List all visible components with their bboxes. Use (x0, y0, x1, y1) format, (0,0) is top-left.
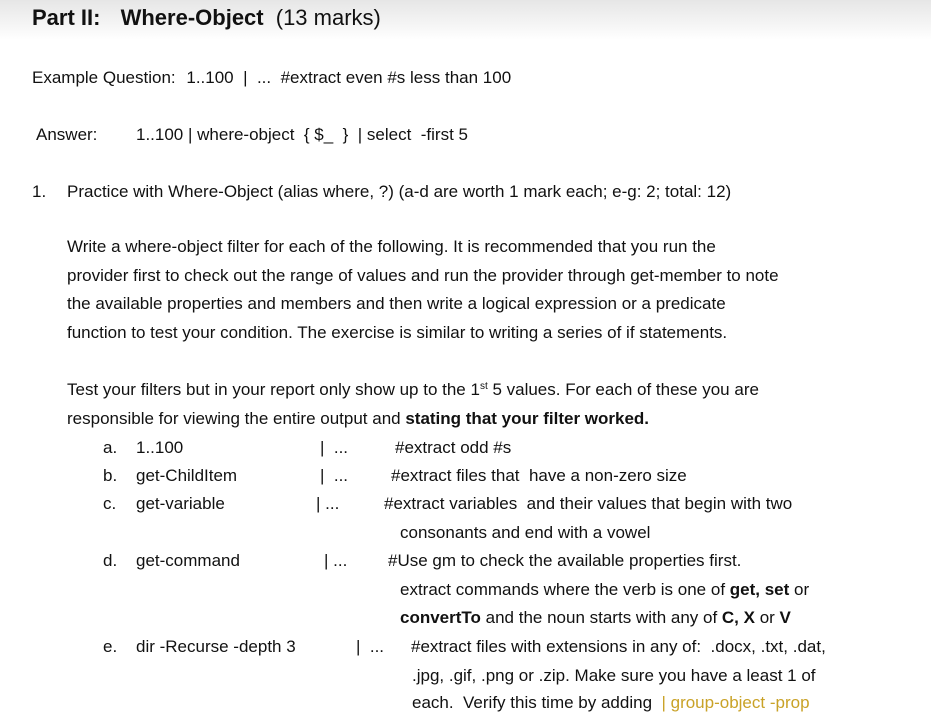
instructions-paragraph (67, 233, 897, 347)
item-task: #extract variables and their values that begin with two (384, 494, 793, 513)
item-d-letters: C, X (721, 608, 755, 627)
item-pipe: | ... (320, 438, 349, 457)
item-task-continuation: .jpg, .gif, .png or .zip. Make sure you have a least 1 of (412, 666, 816, 685)
item-pipe: | ... (324, 551, 348, 570)
item-task: #Use gm to check the available properties first. (388, 551, 742, 570)
item-task-continuation: consonants and end with a vowel (400, 523, 651, 542)
item-task-continuation (400, 579, 809, 601)
item-d-text-end: or (789, 580, 810, 599)
item-d-verbs: get, set (729, 580, 790, 599)
item-letter: a. (103, 438, 118, 457)
item-provider: get-command (136, 551, 240, 570)
section-heading (32, 4, 381, 32)
test-line-2-text: responsible for viewing the entire output and (67, 408, 406, 428)
test-line-1 (67, 376, 897, 405)
section-title: Where-Object (120, 5, 264, 30)
test-paragraph (67, 376, 897, 433)
item-e-text: each. Verify this time by adding (412, 693, 662, 712)
ordinal-superscript: st (479, 381, 488, 392)
instruction-line: provider first to check out the range of values and run the provider through get-member to note (67, 265, 779, 285)
question-number: 1. (32, 182, 47, 201)
item-task: #extract files with extensions in any of: .docx, .txt, .dat, (411, 637, 826, 656)
item-letter: d. (103, 551, 118, 570)
item-pipe: | ... (320, 466, 349, 485)
answer-line (36, 124, 97, 146)
item-pipe: | ... (316, 494, 340, 513)
part-label: Part II: (32, 5, 101, 30)
item-d-text: extract commands where the verb is one of (400, 580, 730, 599)
item-task: #extract odd #s (395, 438, 512, 457)
item-d-letter-v: V (779, 608, 791, 627)
item-d-text: and the noun starts with any of (480, 608, 722, 627)
item-task-continuation (400, 607, 791, 629)
example-label: Example Question: (32, 68, 176, 87)
test-line-2 (67, 405, 897, 434)
item-task: #extract files that have a non-zero size (391, 466, 687, 485)
item-pipe: | ... (356, 637, 385, 656)
item-provider: get-ChildItem (136, 466, 238, 485)
item-d-verb-convertto: convertTo (400, 608, 481, 627)
item-provider: 1..100 (136, 438, 184, 457)
item-e-highlight: | group-object -prop (661, 693, 810, 712)
section-marks: (13 marks) (275, 5, 381, 30)
item-provider: get-variable (136, 494, 225, 513)
test-line-2-bold: stating that your filter worked. (405, 408, 650, 428)
answer-command: 1..100 | where-object { $_ } | select -first 5 (136, 125, 468, 144)
example-question (32, 67, 511, 89)
test-line-1-end: 5 values. For each of these you are (487, 380, 759, 399)
instruction-line: function to test your condition. The exercise is similar to writing a series of if statements. (67, 322, 728, 342)
instruction-line: Write a where-object filter for each of the following. It is recommended that you run the (67, 237, 716, 256)
instruction-line: the available properties and members and then write a logical expression or a predicate (67, 294, 726, 313)
test-line-1-text: Test your filters but in your report only show up to the 1 (67, 380, 480, 399)
answer-label: Answer: (36, 125, 98, 144)
item-letter: e. (103, 637, 118, 656)
item-d-or: or (754, 608, 780, 627)
item-letter: c. (103, 494, 117, 513)
item-letter: b. (103, 466, 118, 485)
question-title: Practice with Where-Object (alias where, ?) (a-d are worth 1 mark each; e-g: 2; total: 12) (67, 182, 732, 201)
item-provider: dir -Recurse -depth 3 (136, 637, 296, 656)
example-command: 1..100 | ... #extract even #s less than 100 (186, 68, 512, 87)
